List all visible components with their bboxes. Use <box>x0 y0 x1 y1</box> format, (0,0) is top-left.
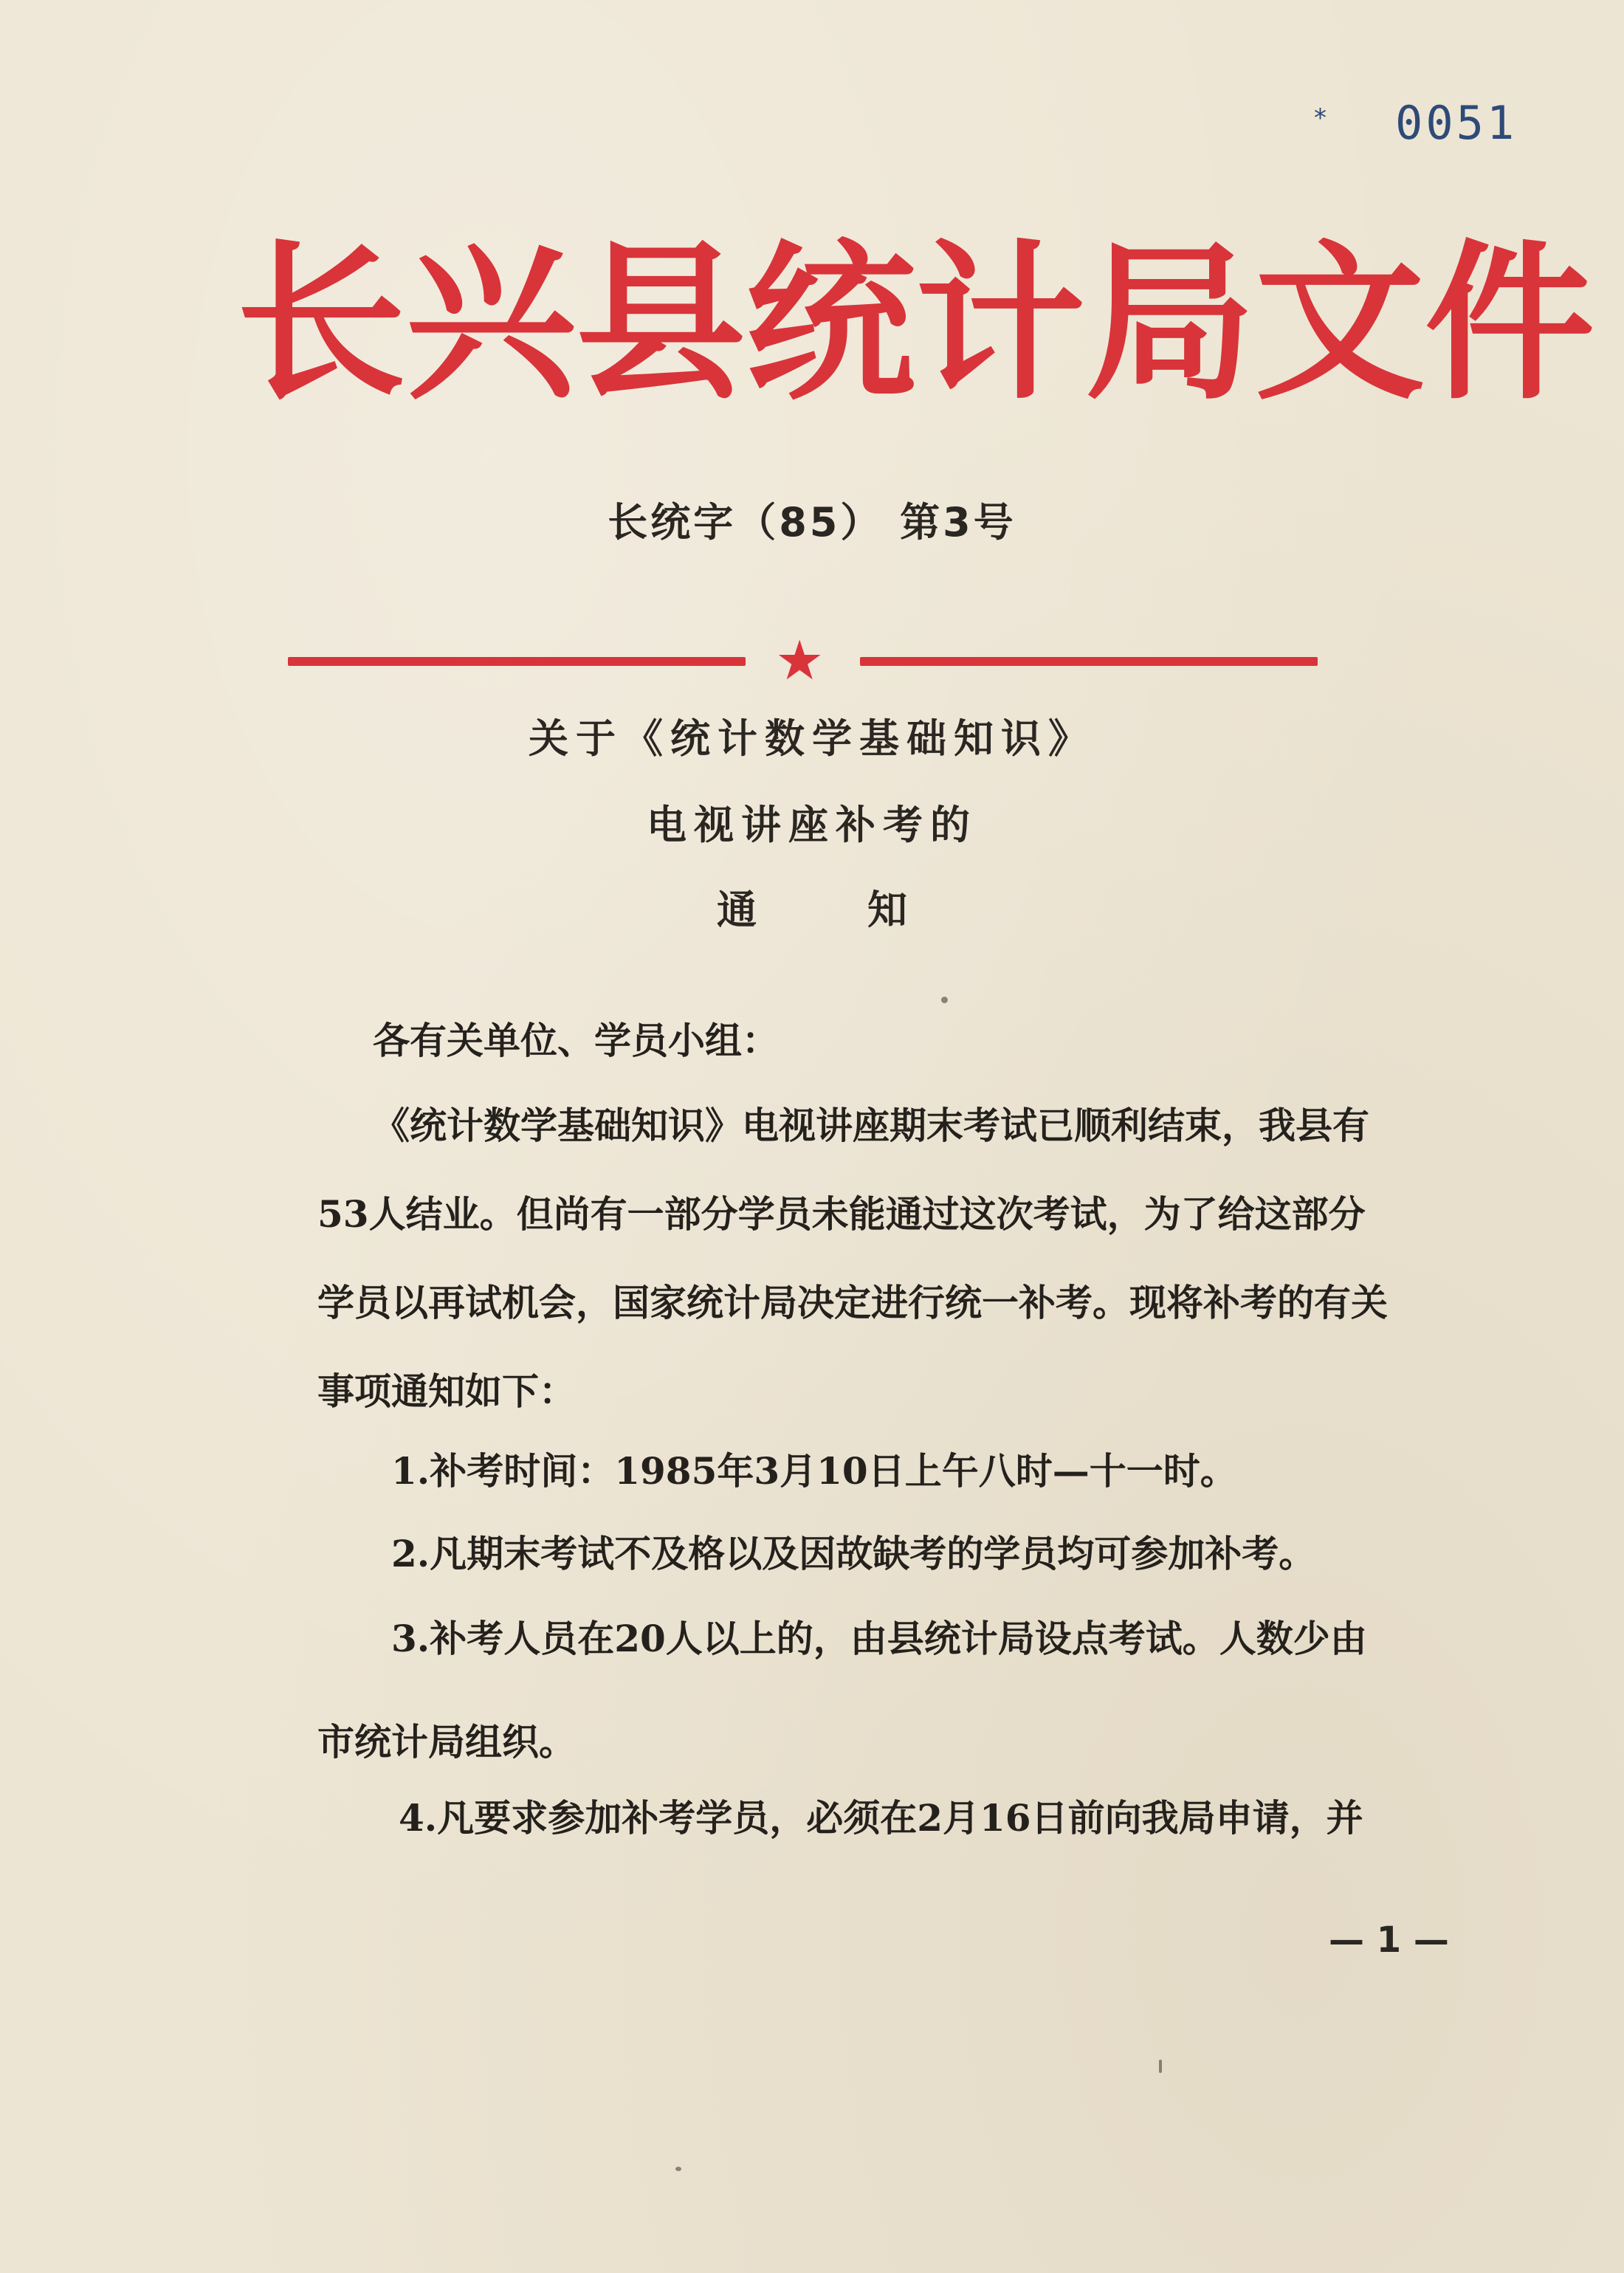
salutation: 各有关单位、学员小组： <box>373 1019 779 1062</box>
page-footer-number: — 1 — <box>1329 1919 1449 1961</box>
notice-title-line-1: 关于《统计数学基础知识》 <box>529 715 1095 762</box>
body-line: 《统计数学基础知识》电视讲座期末考试已顺利结束，我县有 <box>373 1104 1369 1147</box>
divider-left-line <box>288 657 746 666</box>
paper-speck <box>941 997 948 1003</box>
stamp-mark: * <box>1314 103 1327 133</box>
paper-speck <box>675 2167 681 2171</box>
document-header-title: 长兴县统计局文件 <box>236 226 1595 423</box>
archive-page-number: 0051 <box>1395 96 1518 150</box>
document-number: 长统字（85） 第3号 <box>608 499 1016 546</box>
body-line: 53人结业。但尚有一部分学员未能通过这次考试，为了给这部分 <box>317 1192 1366 1236</box>
body-line: 市统计局组织。 <box>317 1720 576 1764</box>
divider-right-line <box>860 657 1318 666</box>
body-line-item-1: 1.补考时间：1985年3月10日上午八时—十一时。 <box>391 1449 1237 1493</box>
star-icon: ★ <box>775 629 825 692</box>
body-line-item-4: 4.凡要求参加补考学员，必须在2月16日前向我局申请，并 <box>399 1796 1363 1840</box>
notice-title-line-2: 电视讲座补考的 <box>647 802 977 848</box>
notice-title-line-3: 通知 <box>717 887 1018 933</box>
body-line-item-2: 2.凡期末考试不及格以及因故缺考的学员均可参加补考。 <box>391 1532 1316 1575</box>
paper-speck <box>1159 2060 1162 2073</box>
body-line: 事项通知如下： <box>317 1369 576 1413</box>
body-line: 学员以再试机会，国家统计局决定进行统一补考。现将补考的有关 <box>317 1281 1388 1324</box>
body-line-item-3: 3.补考人员在20人以上的，由县统计局设点考试。人数少由 <box>391 1617 1367 1660</box>
